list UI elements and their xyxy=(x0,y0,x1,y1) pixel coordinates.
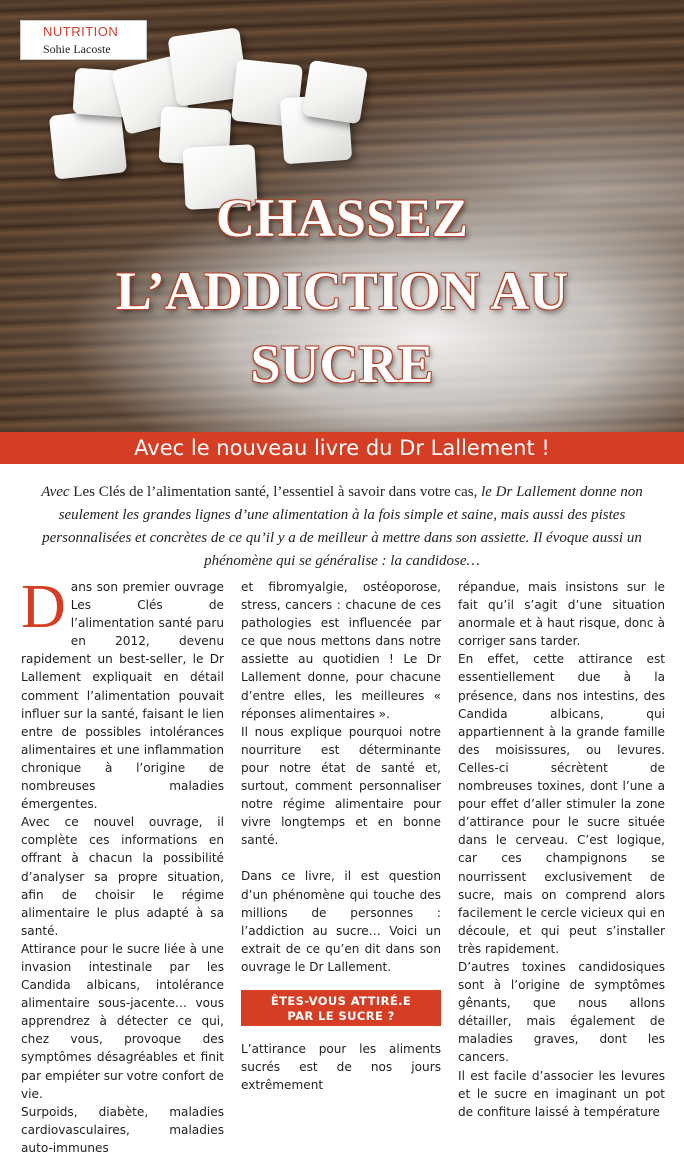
paragraph: Dans ce livre, il est question d’un phénomène qui touche des millions de personnes : l’addiction au sucre… Voici un extrait de ce qu’en dit dans son ouvrage le Dr Lallement. xyxy=(241,869,441,974)
intro-book-title: Les Clés de l’alimentation santé, l’essentiel à savoir dans votre cas, xyxy=(69,484,482,500)
intro-rest: le Dr Lallement donne non seulement les grandes lignes d’une alimentation à la fois simple et saine, mais aussi des pistes personnalisées et concrètes de ce qu’il y a de meilleur à mettre dans son assiette. Il évoque aussi un phénomène qui se généralise : la candidose… xyxy=(42,484,643,569)
sugar-cube xyxy=(302,60,368,124)
paragraph-gap xyxy=(241,849,441,867)
headline-line-2: L’ADDICTION AU xyxy=(115,261,569,321)
subtitle-text: Avec le nouveau livre du Dr Lallement ! xyxy=(134,436,550,460)
paragraph: D’autres toxines candidosiques sont à l’origine de symptômes gênants, que nous allons détailler, mais également de maladies graves, dont les cancers. xyxy=(458,959,665,1065)
article-column-1 xyxy=(21,573,224,1157)
section-tag xyxy=(20,20,147,60)
paragraph: Il est facile d’associer les levures et le sucre en imaginant un pot de confiture laissé à température xyxy=(458,1068,665,1119)
callout-line-1: ÊTES-VOUS ATTIRÉ.E xyxy=(270,993,412,1008)
paragraph: En effet, cette attirance est essentiellement due à la présence, dans nos intestins, des Candida albicans, qui appartiennent à la grande famille des moisissures, ou levures. Celles-ci sécrètent de nombreuses toxines, dont l’une a pour effet d’aller stimuler la zone d’attirance pour le sucre située dans le cerveau. C’est logique, car ces champignons se nourrissent exclusivement de sucre, mais on comprend alors facilement le cercle vicieux qui en découle, et qui peut s’installer très rapidement. xyxy=(458,652,665,956)
paragraph: Surpoids, diabète, maladies cardiovasculaires, maladies auto-immunes xyxy=(21,1104,224,1155)
paragraph: ans son premier ouvrage Les Clés de l’alimentation santé paru en 2012, devenu rapidement un best-seller, le Dr Lallement expliquait en détail comment l’alimentation pouvait influer sur la santé, faisant le lien entre de possibles intolérances alimentaires et une inflammation chronique à l’origine de nombreuses maladies émergentes. xyxy=(21,580,224,812)
hero-image xyxy=(0,0,684,432)
article-column-2 xyxy=(241,578,441,1094)
paragraph: Attirance pour le sucre liée à une invasion intestinale par les Candida albicans, intolérance alimentaire sous-jacente… vous apprendrez à détecter ce qui, chez vous, provoque des symptômes désagréables et finit par empiéter sur votre confort de vie. xyxy=(21,941,224,1101)
callout-line-2: PAR LE SUCRE ? xyxy=(287,1008,395,1023)
intro-paragraph xyxy=(26,481,658,573)
paragraph: et fibromyalgie, ostéoporose, stress, cancers : chacune de ces pathologies est influencée par ce que nous mettons dans notre assiette au quotidien ! Le Dr Lallement donne, pour chacune d’entre elles, les meilleures « réponses alimentaires ». xyxy=(241,580,441,721)
article-column-3 xyxy=(458,578,665,1121)
section-label: NUTRITION xyxy=(43,24,119,39)
drop-cap: D xyxy=(21,573,66,641)
paragraph: L’attirance pour les aliments sucrés est de nos jours extrêmement xyxy=(241,1041,441,1093)
paragraph: Il nous explique pourquoi notre nourriture est déterminante pour notre état de santé et, surtout, comment personnaliser notre régime alimentaire pour vivre longtemps et en bonne santé. xyxy=(241,724,441,848)
paragraph: répandue, mais insistons sur le fait qu’il s’agit d’une situation anormale et à haut risque, donc à corriger sans tarder. xyxy=(458,580,665,649)
subtitle-banner xyxy=(0,432,684,464)
headline-line-1: CHASSEZ xyxy=(215,188,469,248)
paragraph: Avec ce nouvel ouvrage, il complète ces informations en offrant à chacun la possibilité d’analyser sa propre situation, afin de choisir le régime alimentaire le plus adapté à sa santé. xyxy=(21,815,224,938)
author-name: Sohie Lacoste xyxy=(43,42,111,56)
section-callout xyxy=(241,990,441,1026)
headline-line-3: SUCRE xyxy=(250,334,434,394)
sugar-cube xyxy=(49,108,127,179)
intro-lead: Avec xyxy=(41,484,70,500)
